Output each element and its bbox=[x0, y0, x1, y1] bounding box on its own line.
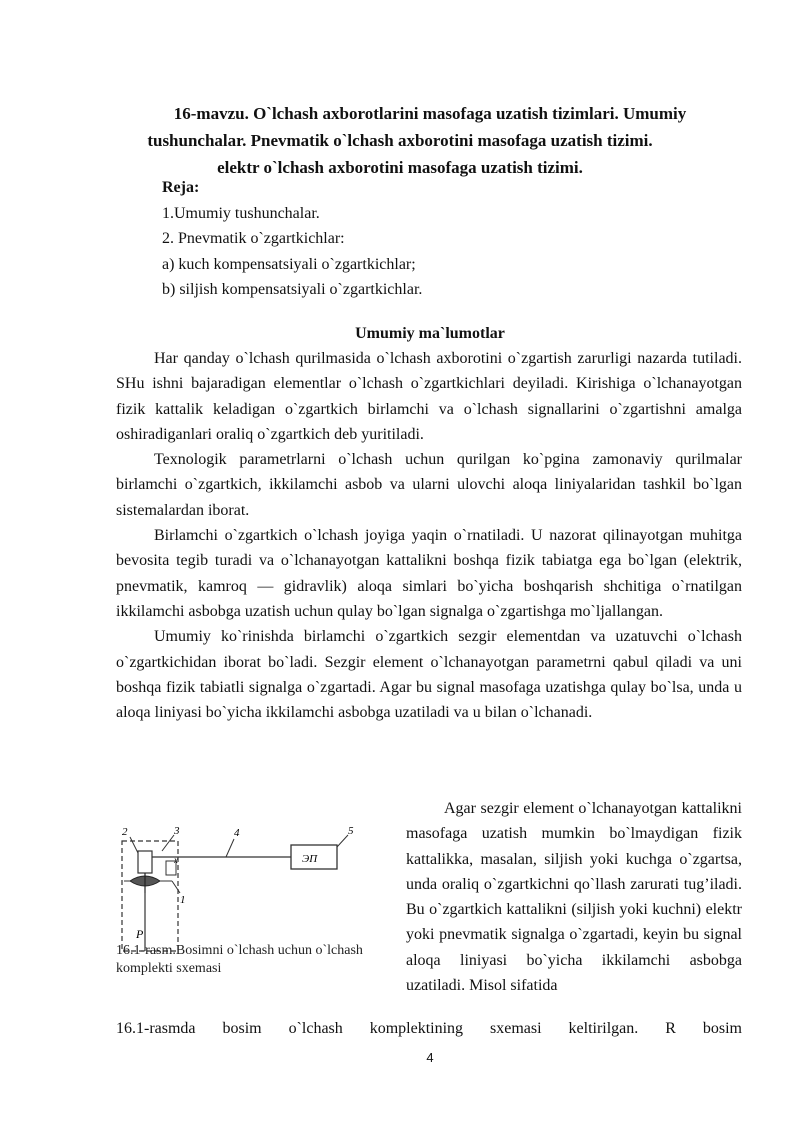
leader-line bbox=[130, 837, 138, 853]
x-label: x bbox=[174, 855, 178, 865]
leader-line bbox=[226, 839, 234, 857]
paragraph: Umumiy ko`rinishda birlamchi o`zgartkich sezgir elementdan va uzatuvchi o`lchash o`zgartkichidan iborat bo`ladi. Sezgir element o`lchanayotgan parametrni qabul qiladi va uni boshqa fizik tabiatli signalga o`zgartadi. Agar bu signal masofaga uzatishga qulay bo`lsa, unda u aloqa liniyasi bo`yicha ikkilamchi asbobga uzatiladi va u bilan o`lchanadi. bbox=[116, 628, 742, 722]
plan-item: 1.Umumiy tushunchalar. bbox=[162, 204, 320, 222]
label-4: 4 bbox=[234, 827, 240, 839]
paragraph: Har qanday o`lchash qurilmasida o`lchash axborotini o`zgartish zarurligi nazarda tutiladi. SHu ishni bajaradigan elementlar o`lchash o`zgartkichlari deyiladi. Kirishiga o`lchanayotgan fizik kattalik keladigan o`zgartkich birlamchi va o`lchash signallarini o`zgartishni amalga oshiradiganlari oraliq o`zgartkich deb yuritiladi. bbox=[116, 350, 742, 443]
label-2: 2 bbox=[122, 826, 128, 838]
side-paragraph: Agar sezgir element o`lchanayotgan kattalikni masofaga uzatish mumkin bo`lmaydigan fizik kattalikka, masalan, siljish yoki kuchga o`zgartsa, unda oraliq o`zgartkichni qo`llash zarurati tug’iladi. Bu o`zgartkich kattalikni (siljish yoki kuchni) elektr yoki pnevmatik signalga o`zgartadi, keyin bu signal aloqa liniyasi bo`yicha ikkilamchi asbobga uzatiladi. Misol sifatida bbox=[406, 800, 742, 995]
plan-list bbox=[162, 175, 422, 303]
page-number: 4 bbox=[426, 1050, 434, 1065]
leader-line bbox=[172, 881, 180, 893]
label-5: 5 bbox=[348, 825, 354, 837]
plan-heading: Reja: bbox=[162, 179, 200, 196]
page-title bbox=[110, 100, 690, 181]
paragraph: Texnologik parametrlarni o`lchash uchun qurilgan ko`pgina zamonaviy qurilmalar birlamchi o`zgartkich, ikkilamchi asbob va ularni ulovchi aloqa liniyalaridan tashkil bo`lgan sistemalardan iborat. bbox=[116, 451, 742, 519]
leader-line bbox=[162, 835, 174, 851]
title-line-3: elektr o`lchash axborotini masofaga uzatish tizimi. bbox=[217, 158, 583, 177]
side-text bbox=[406, 796, 742, 998]
label-3: 3 bbox=[174, 825, 180, 837]
paragraph: Birlamchi o`zgartkich o`lchash joyiga yaqin o`rnatiladi. U nazorat qilinayotgan muhitga bevosita tegib turadi va o`lchanayotgan kattalikni boshqa fizik tabiatga ega bo`lgan (elektrik, pnevmatik, kamroq — gidravlik) aloqa simlari bo`yicha boshqarish shchitiga o`rnatilgan ikkilamchi asbobga uzatish uchun qulay bo`lgan signalga o`zgartishga mo`ljallangan. bbox=[116, 527, 742, 620]
secondary-device-label: ЭП bbox=[302, 853, 318, 865]
paragraph-continuation: 16.1-rasmda bosim o`lchash komplektining sxemasi keltirilgan. R bosim bbox=[116, 1020, 742, 1037]
sensor-body bbox=[138, 851, 152, 873]
body-text bbox=[116, 346, 742, 725]
plan-item: b) siljish kompensatsiyali o`zgartkichlar. bbox=[162, 281, 423, 298]
plan-item: a) kuch kompensatsiyali o`zgartkichlar; bbox=[162, 255, 416, 273]
figure-block bbox=[116, 794, 742, 1026]
section-heading: Umumiy ma`lumotlar bbox=[355, 325, 505, 342]
plan-item: 2. Pnevmatik o`zgartkichlar: bbox=[162, 230, 345, 247]
title-line-1: 16-mavzu. O`lchash axborotlarini masofaga uzatish tizimlari. Umumiy bbox=[173, 104, 687, 123]
leader-line bbox=[337, 835, 348, 847]
pressure-label: P bbox=[136, 927, 144, 941]
title-line-2: tushunchalar. Pnevmatik o`lchash axborotini masofaga uzatish tizimi. bbox=[147, 131, 653, 150]
label-1: 1 bbox=[180, 894, 186, 906]
figure-caption: 16.1-rasm.Bosimni o`lchash uchun o`lchash komplekti sxemasi bbox=[116, 943, 363, 976]
